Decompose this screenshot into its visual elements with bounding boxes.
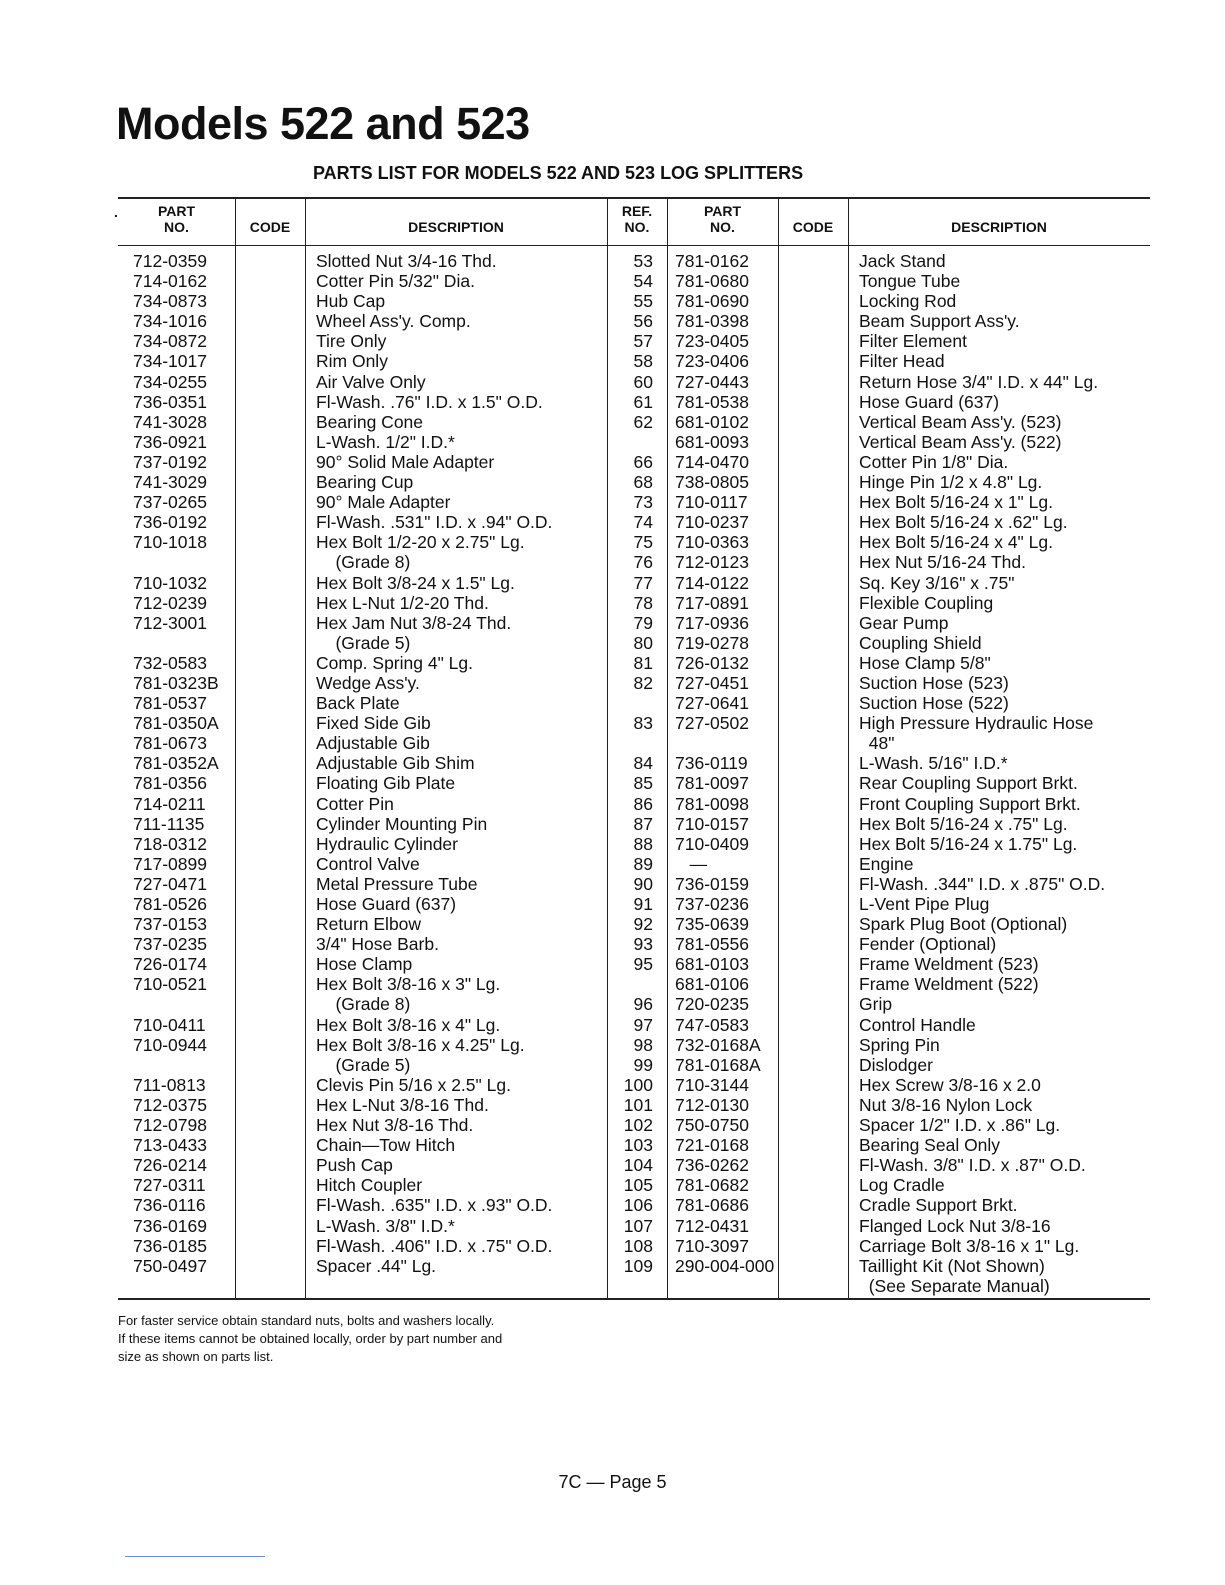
part-number: 710-3097 [675,1235,749,1256]
part-description: (Grade 8) [316,552,411,573]
ref-number: 109 [623,1255,653,1276]
part-number [133,994,219,1014]
part-description: Flanged Lock Nut 3/8-16 [859,1215,1051,1236]
part-number: 719-0278 [675,632,749,653]
part-description: L-Wash. 3/8" I.D.* [316,1215,455,1236]
ref-number: 103 [623,1135,653,1156]
part-number: 712-0130 [675,1094,749,1115]
part-number: 736-0192 [133,512,207,533]
ref-number: 91 [633,894,653,914]
column-divider [778,199,779,1298]
part-number: 727-0311 [133,1175,206,1196]
header-ref-no: REF. NO. [621,203,653,235]
part-number: 681-0093 [675,431,749,452]
part-description: Wheel Ass'y. Comp. [316,311,471,332]
part-number: 726-0214 [133,1155,207,1176]
part-number: 781-0352A [133,753,219,774]
part-number: 736-0185 [133,1235,207,1256]
part-description: Hex Bolt 3/8-16 x 3" Lg. [316,974,501,995]
part-description: Hose Clamp 5/8" [859,652,991,673]
part-number: 781-0168A [675,1054,761,1075]
part-number: 727-0471 [133,873,207,894]
ref-number: 53 [633,251,653,271]
part-description: Frame Weldment (523) [859,954,1039,975]
ref-number: 74 [633,512,653,533]
part-description: Hex L-Nut 1/2-20 Thd. [316,592,489,613]
ref-number: 100 [623,1074,653,1095]
part-description: Spark Plug Boot (Optional) [859,914,1068,935]
part-number: 710-0363 [675,532,749,553]
part-number: 710-1018 [133,532,207,553]
left-description-column [316,251,552,1276]
part-number: 714-0122 [675,572,749,593]
part-number: 710-0117 [675,492,748,513]
right-description-column [859,251,1105,1296]
part-description: Adjustable Gib Shim [316,753,475,774]
ref-number: 68 [633,472,653,493]
ref-number: 93 [633,934,653,955]
part-description: Cotter Pin [316,793,394,814]
part-number: 710-0409 [675,833,749,854]
part-number: 710-1032 [133,572,207,593]
part-description: Tire Only [316,331,387,352]
ref-number: 82 [633,672,653,693]
part-number: 781-0097 [675,773,749,794]
part-number: 734-1016 [133,311,207,332]
part-number [675,1276,774,1296]
part-number: 727-0443 [675,371,749,392]
part-number: 737-0265 [133,492,207,513]
part-description: Hex Bolt 5/16-24 x 4" Lg. [859,532,1053,553]
part-description: Hex Screw 3/8-16 x 2.0 [859,1074,1041,1095]
part-number: 714-0211 [133,793,206,814]
part-description: Sq. Key 3/16" x .75" [859,572,1015,593]
part-description: Suction Hose (523) [859,672,1009,693]
ref-number: 86 [633,793,653,814]
part-number: 781-0162 [675,251,749,271]
ref-number [607,1276,653,1296]
part-number: 781-0323B [133,672,219,693]
part-description: Grip [859,994,893,1015]
part-number: 726-0132 [675,652,749,673]
ref-number: 78 [633,592,653,613]
ref-number: 58 [633,351,653,372]
header-right-code: CODE [792,219,834,235]
ref-number: 89 [633,853,653,874]
part-number: 737-0236 [675,894,749,914]
part-number: 781-0686 [675,1195,749,1216]
part-number: 727-0502 [675,713,749,734]
part-number: 732-0583 [133,652,207,673]
ref-number [607,432,653,452]
ref-number [607,974,653,994]
part-description: Carriage Bolt 3/8-16 x 1" Lg. [859,1235,1080,1256]
part-description: Spring Pin [859,1034,940,1055]
part-number: 734-1017 [133,351,207,372]
part-number: 726-0174 [133,954,207,975]
parts-table [118,197,1150,1300]
part-description: L-Wash. 1/2" I.D.* [316,431,455,452]
header-left-part: PART NO. [157,203,196,235]
part-description: Cotter Pin 5/32" Dia. [316,271,475,292]
part-number: 734-0255 [133,371,207,392]
ref-number: 61 [633,391,653,412]
part-description: Coupling Shield [859,632,982,653]
ref-number: 81 [633,652,653,673]
ref-number: 56 [633,311,653,332]
page-title: Models 522 and 523 [116,98,530,149]
part-number: 736-0921 [133,431,207,452]
part-number: 736-0169 [133,1215,207,1236]
part-number: 712-3001 [133,612,207,633]
part-number: 781-0673 [133,733,207,754]
part-description: Beam Support Ass'y. [859,311,1020,332]
part-description: Hex Bolt 1/2-20 x 2.75" Lg. [316,532,525,553]
part-number: 781-0526 [133,894,207,914]
part-number: 723-0406 [675,351,749,372]
part-description: (See Separate Manual) [859,1275,1050,1296]
part-number: 710-0157 [675,813,749,834]
part-description: Fl-Wash. .76" I.D. x 1.5" O.D. [316,391,543,412]
part-description: Control Handle [859,1014,976,1035]
part-number: 736-0159 [675,873,749,894]
part-number: 781-0537 [133,693,207,714]
part-description: Hex Bolt 5/16-24 x .62" Lg. [859,512,1068,533]
parts-list-subtitle: PARTS LIST FOR MODELS 522 AND 523 LOG SPLITTERS [313,163,804,183]
part-number: 781-0356 [133,773,207,794]
part-description: Rear Coupling Support Brkt. [859,773,1078,794]
part-number: 712-0359 [133,251,207,271]
part-number: 736-0116 [133,1195,206,1216]
part-number: 750-0750 [675,1115,749,1136]
ref-number: 60 [633,371,653,392]
part-number: 747-0583 [675,1014,749,1035]
column-divider [305,199,306,1298]
part-number: 781-0538 [675,391,749,412]
service-note-line: size as shown on parts list. [118,1349,274,1364]
part-description: Slotted Nut 3/4-16 Thd. [316,251,497,271]
ref-number [607,693,653,713]
column-divider [235,199,236,1298]
part-description: Hinge Pin 1/2 x 4.8" Lg. [859,472,1043,493]
part-number: 734-0872 [133,331,207,352]
part-description: High Pressure Hydraulic Hose [859,713,1094,734]
part-number: 737-0192 [133,451,207,472]
header-left-description: DESCRIPTION [408,219,504,235]
ref-number: 77 [633,572,653,593]
part-description: Engine [859,853,914,874]
part-description: Fender (Optional) [859,934,997,955]
part-description: Hose Clamp [316,954,413,975]
part-number: 727-0641 [675,693,749,714]
part-number: 720-0235 [675,994,749,1015]
ref-number: 96 [633,994,653,1015]
part-description: Locking Rod [859,291,957,312]
part-number: 714-0162 [133,271,207,292]
part-description: Flexible Coupling [859,592,994,613]
part-description: Chain—Tow Hitch [316,1135,456,1156]
column-divider [848,199,849,1298]
part-number: 717-0891 [675,592,749,613]
part-number: 710-0237 [675,512,749,533]
part-description: (Grade 5) [316,1054,411,1075]
ref-number: 101 [623,1094,653,1115]
part-description: Rim Only [316,351,388,372]
part-description: Wedge Ass'y. [316,672,420,693]
part-description: Fl-Wash. .344" I.D. x .875" O.D. [859,873,1106,894]
part-number: 723-0405 [675,331,749,352]
part-number: 734-0873 [133,291,207,312]
part-description: Cotter Pin 1/8" Dia. [859,451,1009,472]
ref-number: 80 [633,632,653,653]
ref-number: 107 [623,1215,653,1236]
margin-mark: . [114,204,118,220]
part-number: 712-0375 [133,1094,207,1115]
part-description: L-Wash. 5/16" I.D.* [859,753,1008,774]
header-right-part: PART NO. [703,203,742,235]
part-number: 710-3144 [675,1074,749,1095]
part-description: Return Hose 3/4" I.D. x 44" Lg. [859,371,1099,392]
part-number: 781-0690 [675,291,749,312]
part-number: 718-0312 [133,833,207,854]
part-number: 781-0098 [675,793,749,814]
part-number: 738-0805 [675,472,749,493]
page-number: 7C — Page 5 [558,1472,667,1492]
part-number: 681-0102 [675,411,749,432]
right-part-number-column [675,251,774,1296]
part-number: 712-0123 [675,552,749,573]
part-description: Front Coupling Support Brkt. [859,793,1081,814]
ref-number: 87 [633,813,653,834]
ref-number: 90 [633,873,653,894]
part-description: Dislodger [859,1054,933,1075]
part-number: 712-0431 [675,1215,749,1236]
part-number [133,633,219,653]
part-number: 781-0350A [133,713,219,734]
part-number: 727-0451 [675,672,749,693]
part-description: Vertical Beam Ass'y. (523) [859,411,1062,432]
part-description: Hex Bolt 5/16-24 x .75" Lg. [859,813,1068,834]
part-description: Fl-Wash. 3/8" I.D. x .87" O.D. [859,1155,1086,1176]
part-number: 741-3028 [133,411,207,432]
part-number: 741-3029 [133,472,207,493]
part-number: 712-0239 [133,592,207,613]
part-description: Hex Bolt 5/16-24 x 1" Lg. [859,492,1053,513]
part-description: Spacer .44" Lg. [316,1255,437,1276]
ref-number [607,733,653,753]
ref-number: 55 [633,291,653,312]
ref-number: 57 [633,331,653,352]
header-rule [118,245,1150,246]
part-description: Spacer 1/2" I.D. x .86" Lg. [859,1115,1061,1136]
part-description: Hitch Coupler [316,1175,423,1196]
part-description: Hex Bolt 3/8-16 x 4" Lg. [316,1014,501,1035]
part-description: Hex Bolt 5/16-24 x 1.75" Lg. [859,833,1078,854]
ref-number: 105 [623,1175,653,1196]
scan-edge-line [125,1556,265,1557]
part-number: 717-0936 [675,612,749,633]
part-number: 710-0521 [133,974,207,995]
part-number: 681-0106 [675,974,749,995]
part-description: Bearing Seal Only [859,1135,1001,1156]
part-number: 290-004-000 [675,1255,775,1276]
part-number: 737-0153 [133,914,207,935]
part-number: 717-0899 [133,853,207,874]
left-part-number-column [133,251,219,1276]
part-description: 90° Solid Male Adapter [316,451,495,472]
part-description: Fl-Wash. .531" I.D. x .94" O.D. [316,512,553,533]
part-description: Nut 3/8-16 Nylon Lock [859,1094,1033,1115]
ref-number: 73 [633,492,653,513]
part-description: Filter Element [859,331,967,352]
part-description: Taillight Kit (Not Shown) [859,1255,1045,1276]
part-number: 781-0398 [675,311,749,332]
part-description: Gear Pump [859,612,949,633]
part-number: 737-0235 [133,934,207,955]
part-number: 781-0682 [675,1175,749,1196]
part-description: Hex Bolt 3/8-24 x 1.5" Lg. [316,572,515,593]
ref-number: 79 [633,612,653,633]
part-description: Hydraulic Cylinder [316,833,458,854]
part-description: Comp. Spring 4" Lg. [316,652,473,673]
part-description: Hex Jam Nut 3/8-24 Thd. [316,612,512,633]
part-number: 710-0944 [133,1034,207,1055]
part-number [133,1055,219,1075]
ref-number: 54 [633,271,653,292]
part-number [675,733,774,753]
ref-number: 98 [633,1034,653,1055]
part-number: 732-0168A [675,1034,761,1055]
ref-number: 85 [633,773,653,794]
part-number: 681-0103 [675,954,749,975]
ref-number: 66 [633,451,653,472]
part-description: Adjustable Gib [316,733,430,754]
part-description: Bearing Cup [316,472,414,493]
part-description: Jack Stand [859,251,946,271]
ref-number: 84 [633,753,653,774]
part-description: Tongue Tube [859,271,961,292]
part-description: 90° Male Adapter [316,492,451,513]
ref-number: 62 [633,411,653,432]
part-description: 3/4" Hose Barb. [316,934,439,955]
service-note [118,1312,502,1366]
part-number: 781-0680 [675,271,749,292]
service-note-line: For faster service obtain standard nuts, bolts and washers locally. [118,1313,495,1328]
part-description: (Grade 5) [316,632,411,653]
ref-number: 102 [623,1115,653,1136]
part-description: Fl-Wash. .406" I.D. x .75" O.D. [316,1235,553,1256]
part-number [133,552,219,572]
part-number: 713-0433 [133,1135,207,1156]
ref-number: 97 [633,1014,653,1035]
part-number: 711-0813 [133,1074,206,1095]
part-description: Frame Weldment (522) [859,974,1039,995]
part-description: Clevis Pin 5/16 x 2.5" Lg. [316,1074,511,1095]
part-number: 712-0798 [133,1115,207,1136]
part-description: Log Cradle [859,1175,945,1196]
service-note-line: If these items cannot be obtained locally, order by part number and [118,1331,503,1346]
ref-number: 104 [623,1155,653,1176]
part-description: Metal Pressure Tube [316,873,478,894]
part-description: Hex Bolt 3/8-16 x 4.25" Lg. [316,1034,525,1055]
part-number: 781-0556 [675,934,749,955]
ref-number: 92 [633,914,653,935]
part-description: Control Valve [316,853,420,874]
part-description: Hub Cap [316,291,386,312]
ref-number: 88 [633,833,653,854]
part-description: Filter Head [859,351,945,372]
part-number: 735-0639 [675,914,749,935]
part-description: Back Plate [316,693,400,714]
part-description: Fl-Wash. .635" I.D. x .93" O.D. [316,1195,553,1216]
part-description: Vertical Beam Ass'y. (522) [859,431,1062,452]
part-number: 710-0411 [133,1014,206,1035]
ref-number: 106 [623,1195,653,1216]
part-description: Hex L-Nut 3/8-16 Thd. [316,1094,489,1115]
part-description: Fixed Side Gib [316,713,431,734]
part-description: Hose Guard (637) [316,894,457,914]
part-number: 711-1135 [133,813,205,834]
part-description: Hex Nut 5/16-24 Thd. [859,552,1026,573]
ref-number: 75 [633,532,653,553]
part-description: L-Vent Pipe Plug [859,894,990,914]
part-number: 750-0497 [133,1255,207,1276]
part-description: 48" [859,733,895,754]
ref-number-column [607,251,653,1296]
part-number: 736-0262 [675,1155,749,1176]
part-number: 714-0470 [675,451,749,472]
part-number: 721-0168 [675,1135,749,1156]
part-description: (Grade 8) [316,994,411,1015]
column-divider [667,199,668,1298]
part-description: Suction Hose (522) [859,693,1009,714]
ref-number: 95 [633,954,653,975]
part-description: Hex Nut 3/8-16 Thd. [316,1115,474,1136]
ref-number: 76 [633,552,653,573]
part-number: 736-0351 [133,391,207,412]
part-description: Cylinder Mounting Pin [316,813,488,834]
ref-number: 108 [623,1235,653,1256]
ref-number: 99 [633,1054,653,1075]
part-description: Floating Gib Plate [316,773,456,794]
part-number: 736-0119 [675,753,748,774]
header-right-description: DESCRIPTION [951,219,1047,235]
part-description: Return Elbow [316,914,422,935]
part-description: Air Valve Only [316,371,426,392]
part-description: Bearing Cone [316,411,424,432]
ref-number: 83 [633,713,653,734]
part-description: Hose Guard (637) [859,391,1000,412]
part-number: — [675,853,708,874]
part-description: Push Cap [316,1155,393,1176]
part-description: Cradle Support Brkt. [859,1195,1018,1216]
header-left-code: CODE [249,219,291,235]
